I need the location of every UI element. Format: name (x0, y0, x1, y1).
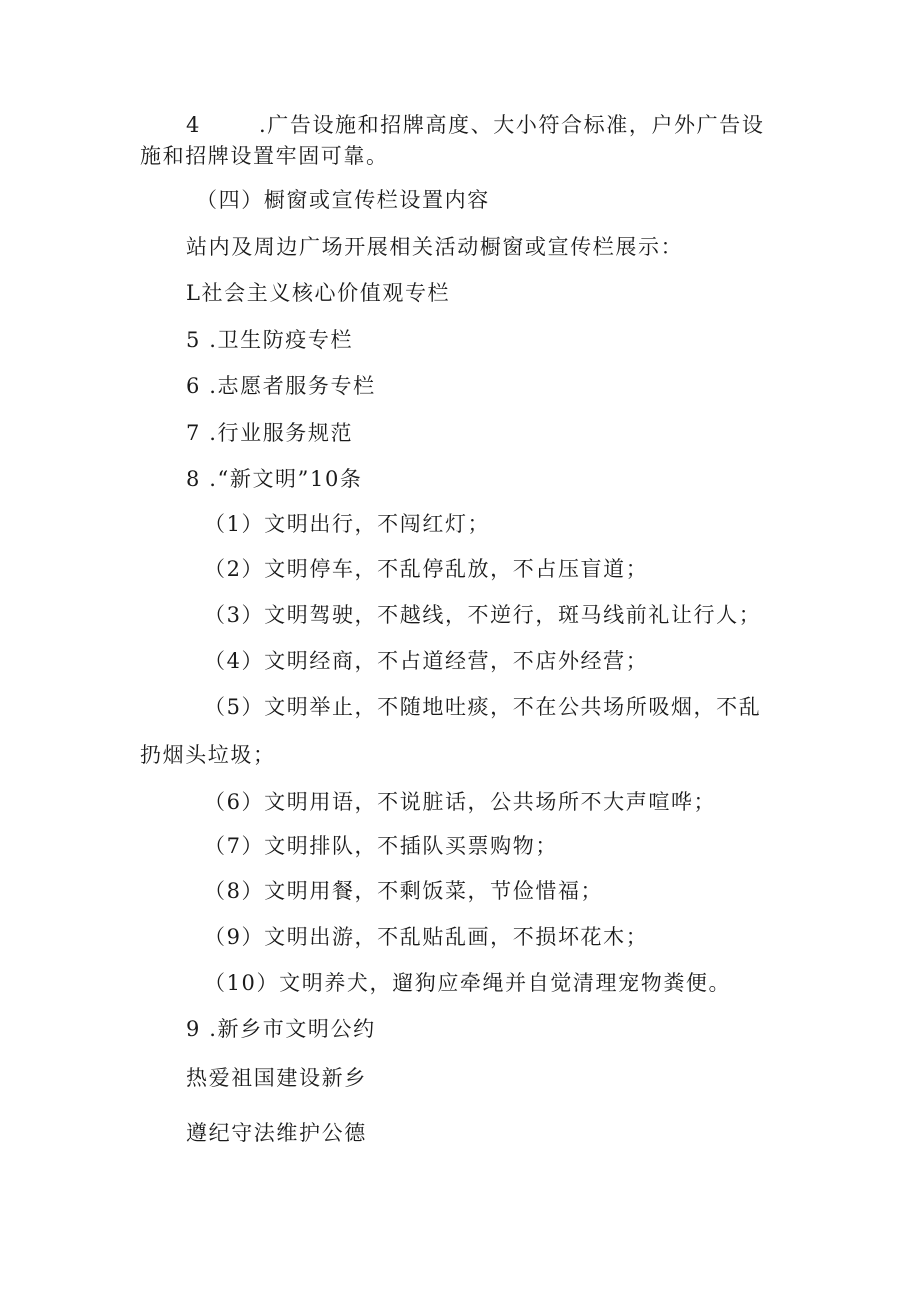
civility-rule: （10）文明养犬，遛狗应牵绳并自觉清理宠物粪便。 (204, 971, 732, 995)
item-4-line-2: 施和招牌设置牢固可靠。 (140, 144, 389, 168)
item-9: 9 .新乡市文明公约 (186, 1017, 376, 1041)
civility-rule: （9）文明出游，不乱贴乱画，不损坏花木； (204, 925, 649, 949)
item-4-text: .广告设施和招牌高度、大小符合标准，户外广告设 (258, 113, 765, 137)
civility-rule: （7）文明排队，不插队买票购物； (204, 834, 558, 858)
civility-rule: （8）文明用餐，不剩饭菜，节俭惜福； (204, 879, 604, 903)
civility-rule: （5）文明举止，不随地吐痰，不在公共场所吸烟，不乱 (204, 695, 762, 719)
item-4-line-1 (186, 110, 764, 140)
civility-rule: （1）文明出行，不闯红灯； (204, 512, 491, 536)
section-intro: 站内及周边广场开展相关活动橱窗或宣传栏展示： (186, 235, 684, 259)
item-4-number: 4 (186, 113, 201, 137)
list-item: 7 .行业服务规范 (186, 421, 354, 445)
list-item: 6 .志愿者服务专栏 (186, 374, 376, 398)
pact-line: 遵纪守法维护公德 (186, 1121, 367, 1145)
civility-rule: （3）文明驾驶，不越线，不逆行，斑马线前礼让行人； (204, 603, 762, 627)
civility-rule: （6）文明用语，不说脏话，公共场所不大声喧哗； (204, 790, 717, 814)
list-item: 8 .“新文明”10条 (186, 467, 363, 491)
section-heading: （四）橱窗或宣传栏设置内容 (196, 188, 490, 212)
civility-rule: （2）文明停车，不乱停乱放，不占压盲道； (204, 557, 649, 581)
list-item: 5 .卫生防疫专栏 (186, 328, 354, 352)
pact-line: 热爱祖国建设新乡 (186, 1066, 367, 1090)
civility-rule-continuation: 扔烟头垃圾； (140, 743, 276, 767)
civility-rule: （4）文明经商，不占道经营，不店外经营； (204, 649, 649, 673)
list-item: L社会主义核心价值观专栏 (186, 281, 451, 305)
